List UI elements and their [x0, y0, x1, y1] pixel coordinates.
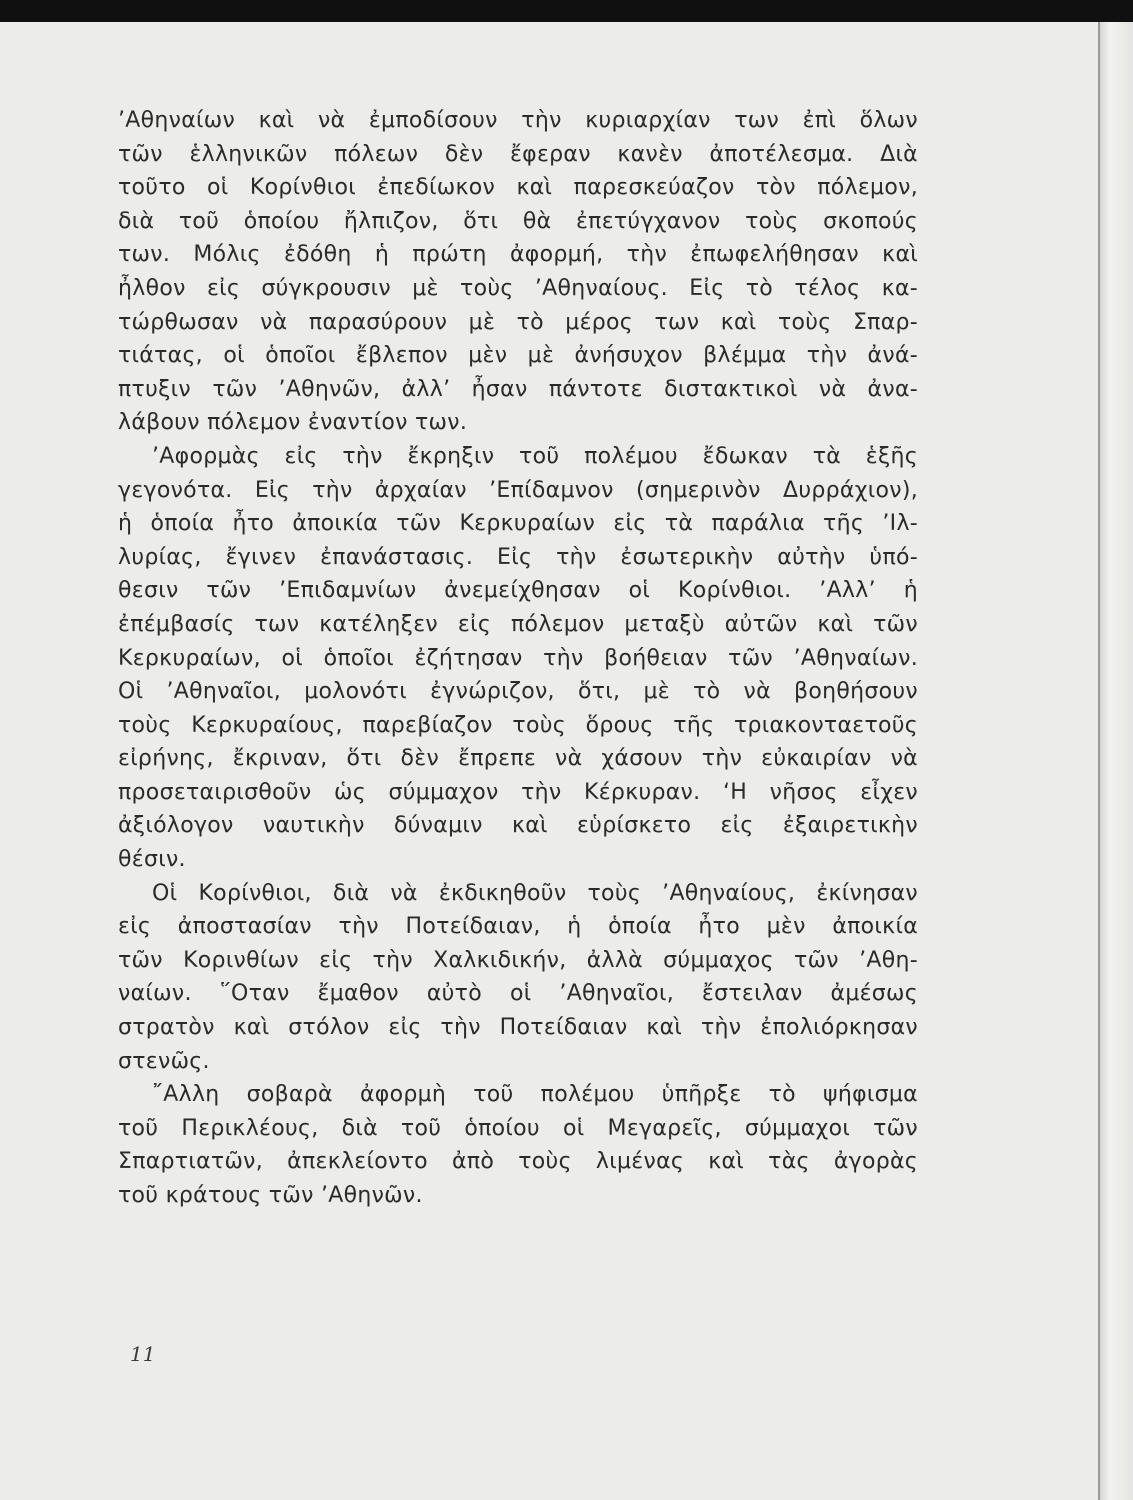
text-line: ἦλθον εἰς σύγκρουσιν μὲ τοὺς ’Αθηναίους. Εἰς τὸ τέλος κα-	[118, 275, 918, 301]
body-text	[118, 104, 918, 1213]
text-line: ἀξιόλογον ναυτικὴν δύναμιν καὶ εὑρίσκετο εἰς ἐξαιρετικὴν	[118, 813, 918, 839]
text-line: των. Μόλις ἐδόθη ἡ πρώτη ἀφορμή, τὴν ἐπωφελήθησαν καὶ	[118, 242, 918, 268]
text-line: τῶν ἑλληνικῶν πόλεων δὲν ἔφεραν κανὲν ἀποτέλεσμα. Διὰ	[118, 141, 918, 167]
text-line: λάβουν πόλεμον ἐναντίον των.	[118, 410, 468, 436]
text-line: προσεταιρισθοῦν ὡς σύμμαχον τὴν Κέρκυραν. ‘Η νῆσος εἶχεν	[118, 779, 918, 805]
text-line: Σπαρτιατῶν, ἀπεκλείοντο ἀπὸ τοὺς λιμένας καὶ τὰς ἀγορὰς	[118, 1149, 918, 1175]
text-line: εἰς ἀποστασίαν τὴν Ποτείδαιαν, ἡ ὁποία ἦτο μὲν ἀποικία	[118, 914, 918, 940]
text-line: διὰ τοῦ ὁποίου ἤλπιζον, ὅτι θὰ ἐπετύγχανον τοὺς σκοπούς	[118, 208, 918, 234]
page-number: 11	[130, 1342, 156, 1366]
text-line: Κερκυραίων, οἱ ὁποῖοι ἐζήτησαν τὴν βοήθειαν τῶν ’Αθηναίων.	[118, 645, 918, 671]
text-line: ’Αθηναίων καὶ νὰ ἐμποδίσουν τὴν κυριαρχίαν των ἐπὶ ὅλων	[118, 108, 918, 133]
text-line: εἰρήνης, ἔκριναν, ὅτι δὲν ἔπρεπε νὰ χάσουν τὴν εὐκαιρίαν νὰ	[118, 746, 918, 772]
text-line: τοὺς Κερκυραίους, παρεβίαζον τοὺς ὅρους τῆς τριακονταετοῦς	[118, 712, 918, 738]
text-line: θέσιν.	[118, 847, 186, 873]
text-line: ναίων. ῞Οταν ἔμαθον αὐτὸ οἱ ’Αθηναῖοι, ἔστειλαν ἀμέσως	[118, 981, 918, 1007]
text-line: λυρίας, ἔγινεν ἐπανάστασις. Εἰς τὴν ἐσωτερικὴν αὐτὴν ὑπό-	[118, 544, 918, 570]
text-line: τιάτας, οἱ ὁποῖοι ἔβλεπον μὲν μὲ ἀνήσυχον βλέμμα τὴν ἀνά-	[118, 343, 918, 369]
text-line: πτυξιν τῶν ’Αθηνῶν, ἀλλ’ ἦσαν πάντοτε διστακτικοὶ νὰ ἀνα-	[118, 376, 918, 402]
text-line: ἐπέμβασίς των κατέληξεν εἰς πόλεμον μεταξὺ αὐτῶν καὶ τῶν	[118, 611, 918, 637]
text-line: γεγονότα. Εἰς τὴν ἀρχαίαν ’Επίδαμνον (σημερινὸν Δυρράχιον),	[118, 477, 918, 503]
text-line: τοῦ κράτους τῶν ’Αθηνῶν.	[118, 1183, 423, 1208]
paragraph-start-line: Οἱ Κορίνθιοι, διὰ νὰ ἐκδικηθοῦν τοὺς ’Αθηναίους, ἐκίνησαν	[152, 880, 918, 906]
paragraph-start-line: ῎Αλλη σοβαρὰ ἀφορμὴ τοῦ πολέμου ὑπῆρξε τὸ ψήφισμα	[152, 1082, 918, 1108]
page-edge	[1100, 22, 1133, 1500]
text-line: ἡ ὁποία ἦτο ἀποικία τῶν Κερκυραίων εἰς τὰ παράλια τῆς ’Ιλ-	[118, 511, 918, 537]
text-line: θεσιν τῶν ’Επιδαμνίων ἀνεμείχθησαν οἱ Κορίνθιοι. ’Αλλ’ ἡ	[118, 578, 918, 604]
text-line: στενῶς.	[118, 1048, 210, 1074]
text-line: τῶν Κορινθίων εἰς τὴν Χαλκιδικήν, ἀλλὰ σύμμαχος τῶν ’Αθη-	[118, 947, 918, 973]
text-line: στρατὸν καὶ στόλον εἰς τὴν Ποτείδαιαν καὶ τὴν ἐπολιόρκησαν	[118, 1015, 918, 1041]
text-line: τοῦ Περικλέους, διὰ τοῦ ὁποίου οἱ Μεγαρεῖς, σύμμαχοι τῶν	[118, 1115, 918, 1141]
text-line: τοῦτο οἱ Κορίνθιοι ἐπεδίωκον καὶ παρεσκεύαζον τὸν πόλεμον,	[118, 175, 918, 201]
text-line: Οἱ ’Αθηναῖοι, μολονότι ἐγνώριζον, ὅτι, μὲ τὸ νὰ βοηθήσουν	[118, 679, 918, 705]
paragraph-start-line: ’Αφορμὰς εἰς τὴν ἔκρηξιν τοῦ πολέμου ἔδωκαν τὰ ἑξῆς	[152, 443, 918, 469]
text-line: τώρθωσαν νὰ παρασύρουν μὲ τὸ μέρος των καὶ τοὺς Σπαρ-	[118, 309, 918, 335]
